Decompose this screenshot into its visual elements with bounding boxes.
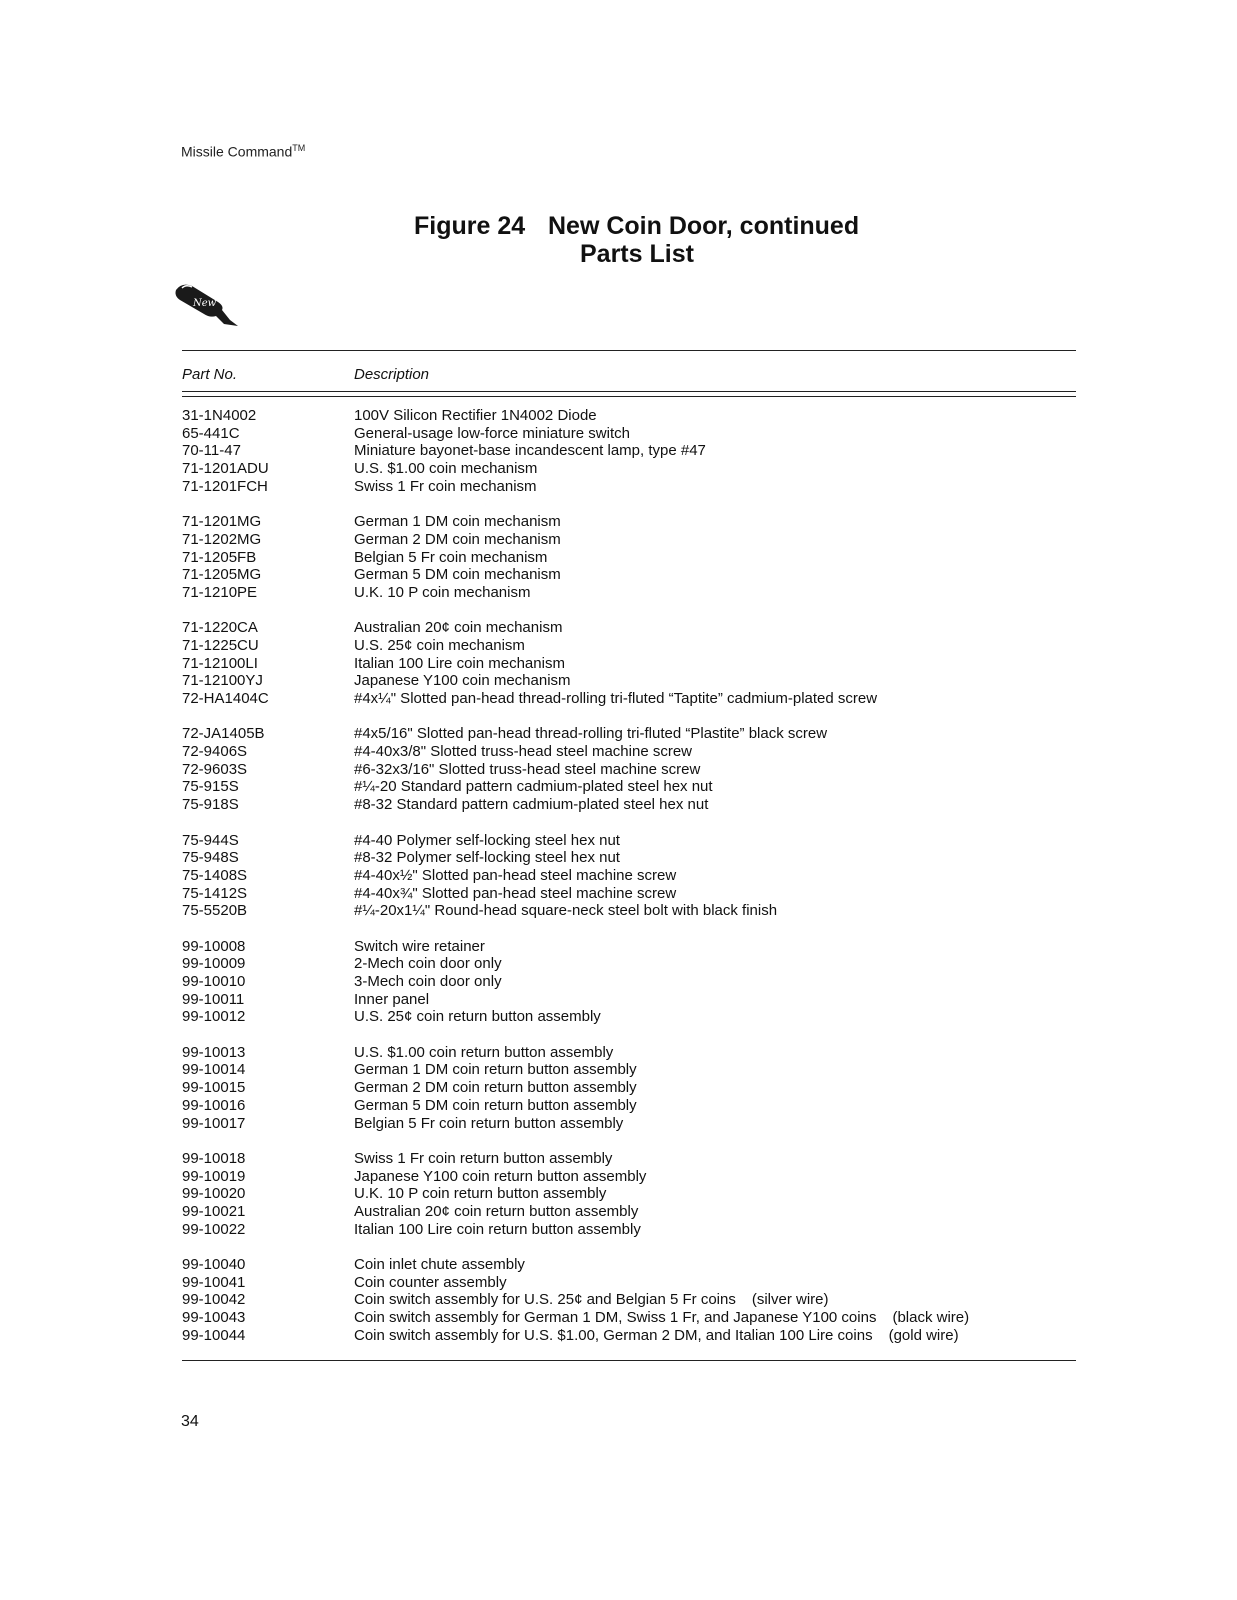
table-row	[182, 902, 1076, 920]
part-number: 99-10008	[182, 937, 246, 955]
table-row	[182, 1274, 1076, 1292]
table-row	[182, 1168, 1076, 1186]
part-number: 75-1408S	[182, 866, 248, 884]
part-description-text: Japanese Y100 coin mechanism	[354, 672, 571, 690]
part-number: 99-10018	[182, 1149, 246, 1167]
part-description-text: #4-40x3/8" Slotted truss-head steel machine screw	[354, 743, 692, 761]
part-number: 99-10043	[182, 1309, 246, 1327]
part-description	[354, 778, 1076, 796]
part-description	[354, 1168, 1076, 1186]
part-description	[354, 478, 1076, 496]
table-row	[182, 1097, 1076, 1115]
part-number: 71-1220CA	[182, 619, 258, 637]
part-description	[354, 531, 1076, 549]
part-description	[354, 796, 1076, 814]
part-description-text: #¼-20x1¼" Round-head square-neck steel bolt with black finish	[354, 902, 778, 920]
table-row	[182, 549, 1076, 567]
header-rule-upper	[182, 391, 1076, 392]
part-number: 99-10014	[182, 1061, 246, 1079]
part-description-text: #4x¼" Slotted pan-head thread-rolling tri-fluted “Taptite” cadmium-plated screw	[354, 690, 878, 707]
part-description-text: #¼-20 Standard pattern cadmium-plated steel hex nut	[354, 778, 713, 796]
part-number: 71-1202MG	[182, 530, 262, 548]
part-description	[354, 637, 1076, 655]
part-description	[354, 849, 1076, 867]
table-row	[182, 955, 1076, 973]
part-description-text: Japanese Y100 coin return button assembly	[354, 1167, 647, 1185]
part-description-text: Switch wire retainer	[354, 937, 485, 955]
table-row	[182, 743, 1076, 761]
part-description-text: 3-Mech coin door only	[354, 973, 502, 990]
part-description-text: 100V Silicon Rectifier 1N4002 Diode	[354, 407, 597, 424]
part-description	[354, 425, 1076, 443]
part-description-text: Swiss 1 Fr coin mechanism	[354, 477, 537, 495]
part-description-text: Inner panel	[354, 990, 430, 1008]
wire-color-note: (gold wire)	[888, 1326, 959, 1344]
part-description-text: German 1 DM coin mechanism	[354, 513, 561, 531]
part-number: 99-10041	[182, 1273, 246, 1291]
table-row	[182, 672, 1076, 690]
table-row	[182, 867, 1076, 885]
part-description	[354, 549, 1076, 567]
part-description	[354, 407, 1076, 425]
table-row	[182, 1327, 1076, 1345]
part-description	[354, 1256, 1076, 1274]
part-number: 65-441C	[182, 424, 240, 442]
part-number: 72-9406S	[182, 743, 248, 761]
header-rule-lower	[182, 396, 1076, 397]
table-row	[182, 991, 1076, 1009]
part-description	[354, 566, 1076, 584]
part-description-text: Swiss 1 Fr coin return button assembly	[354, 1149, 613, 1167]
part-description	[354, 1309, 1076, 1327]
part-number: 99-10020	[182, 1185, 246, 1203]
part-number: 99-10011	[182, 990, 245, 1008]
part-number: 75-5520B	[182, 902, 248, 920]
table-row	[182, 1008, 1076, 1026]
table-row	[182, 1291, 1076, 1309]
part-number: 71-1210PE	[182, 583, 258, 601]
badge-label: New	[193, 298, 217, 309]
part-number: 70-11-47	[182, 442, 241, 460]
page-number: 34	[181, 1413, 199, 1430]
column-header-part-no: Part No.	[182, 366, 238, 383]
figure-subtitle: Parts List	[580, 240, 694, 268]
part-description-text: #6-32x3/16" Slotted truss-head steel machine screw	[354, 760, 701, 778]
part-number: 99-10013	[182, 1043, 246, 1061]
table-row	[182, 531, 1076, 549]
part-description	[354, 460, 1076, 478]
part-description-text: German 2 DM coin mechanism	[354, 530, 561, 548]
new-badge-icon	[172, 280, 240, 328]
table-row	[182, 1221, 1076, 1239]
part-number: 71-1201FCH	[182, 477, 268, 495]
figure-title	[414, 212, 859, 240]
part-number: 71-1201MG	[182, 513, 262, 531]
part-description-text: #4x5/16" Slotted pan-head thread-rolling tri-fluted “Plastite” black screw	[354, 725, 828, 743]
table-row	[182, 778, 1076, 796]
table-row	[182, 796, 1076, 814]
table-row	[182, 1309, 1076, 1327]
wire-color-note: (black wire)	[892, 1309, 970, 1327]
table-row	[182, 1061, 1076, 1079]
part-description-text: U.S. $1.00 coin mechanism	[354, 460, 538, 478]
part-number: 31-1N4002	[182, 407, 257, 424]
part-number: 75-944S	[182, 831, 239, 849]
part-description	[354, 1185, 1076, 1203]
part-description-text: Belgian 5 Fr coin return button assembly	[354, 1114, 624, 1132]
table-row	[182, 1079, 1076, 1097]
table-row	[182, 566, 1076, 584]
part-description	[354, 902, 1076, 920]
part-description-text: #4-40x½" Slotted pan-head steel machine screw	[354, 866, 677, 884]
column-header-description: Description	[354, 366, 430, 383]
part-description	[354, 690, 1076, 708]
part-description-text: Italian 100 Lire coin mechanism	[354, 654, 565, 672]
part-description-text: German 5 DM coin return button assembly	[354, 1096, 637, 1114]
wire-color-note: (silver wire)	[751, 1291, 829, 1309]
part-number: 75-1412S	[182, 884, 248, 902]
part-description-text: 2-Mech coin door only	[354, 955, 502, 973]
part-number: 71-1201ADU	[182, 460, 269, 478]
document-title: Missile Command	[181, 143, 293, 160]
part-description	[354, 885, 1076, 903]
part-description	[354, 1115, 1076, 1133]
table-row	[182, 442, 1076, 460]
part-description	[354, 1044, 1076, 1062]
table-row	[182, 1150, 1076, 1168]
part-description-text: German 5 DM coin mechanism	[354, 566, 561, 584]
part-number: 99-10044	[182, 1326, 246, 1344]
table-row	[182, 1256, 1076, 1274]
table-top-rule	[182, 350, 1076, 351]
table-row	[182, 973, 1076, 991]
trademark-mark: TM	[292, 143, 306, 153]
part-description-text: Belgian 5 Fr coin mechanism	[354, 548, 548, 566]
part-description-text: U.S. 25¢ coin return button assembly	[354, 1008, 601, 1026]
table-row	[182, 725, 1076, 743]
part-number: 99-10022	[182, 1220, 246, 1238]
part-description-text: Coin counter assembly	[354, 1273, 507, 1291]
part-description	[354, 1061, 1076, 1079]
table-row	[182, 938, 1076, 956]
part-description	[354, 1097, 1076, 1115]
part-number: 71-1205FB	[182, 548, 257, 566]
table-row	[182, 849, 1076, 867]
table-row	[182, 478, 1076, 496]
table-row	[182, 1044, 1076, 1062]
part-description-text: U.S. $1.00 coin return button assembly	[354, 1043, 614, 1061]
part-description-text: #4-40x¾" Slotted pan-head steel machine screw	[354, 884, 677, 902]
table-row	[182, 584, 1076, 602]
table-row	[182, 1185, 1076, 1203]
part-number: 71-12100YJ	[182, 672, 263, 690]
part-number: 99-10015	[182, 1079, 246, 1097]
part-description-text: U.K. 10 P coin mechanism	[354, 583, 531, 601]
part-description	[354, 1150, 1076, 1168]
part-description	[354, 655, 1076, 673]
part-description-text: #8-32 Polymer self-locking steel hex nut	[354, 849, 620, 867]
part-description	[354, 867, 1076, 885]
table-bottom-rule	[182, 1360, 1076, 1361]
part-description	[354, 1221, 1076, 1239]
part-description	[354, 832, 1076, 850]
part-number: 99-10040	[182, 1256, 246, 1273]
part-number: 71-1205MG	[182, 566, 262, 584]
part-number: 71-1225CU	[182, 636, 259, 654]
part-number: 99-10019	[182, 1167, 246, 1185]
part-number: 72-HA1404C	[182, 690, 269, 707]
table-row	[182, 460, 1076, 478]
part-number: 99-10010	[182, 973, 246, 990]
part-number: 99-10042	[182, 1291, 246, 1309]
part-description-text: German 1 DM coin return button assembly	[354, 1061, 637, 1079]
part-description-text: U.S. 25¢ coin mechanism	[354, 636, 525, 654]
table-row	[182, 761, 1076, 779]
part-description	[354, 1291, 1076, 1309]
figure-number: Figure 24	[414, 212, 526, 240]
part-description-text: Australian 20¢ coin return button assembly	[354, 1202, 639, 1220]
table-row	[182, 619, 1076, 637]
part-description	[354, 672, 1076, 690]
part-number: 71-12100LI	[182, 654, 258, 672]
part-description	[354, 973, 1076, 991]
table-row	[182, 407, 1076, 425]
figure-name: New Coin Door, continued	[548, 212, 860, 240]
part-description	[354, 1274, 1076, 1292]
table-row	[182, 690, 1076, 708]
table-row	[182, 1203, 1076, 1221]
part-description-text: #8-32 Standard pattern cadmium-plated steel hex nut	[354, 796, 709, 814]
part-description-text: General-usage low-force miniature switch	[354, 424, 630, 442]
part-number: 75-915S	[182, 778, 239, 796]
part-number: 99-10017	[182, 1114, 246, 1132]
part-description	[354, 743, 1076, 761]
table-row	[182, 1115, 1076, 1133]
part-description	[354, 1008, 1076, 1026]
table-row	[182, 513, 1076, 531]
part-number: 75-948S	[182, 849, 239, 867]
part-description	[354, 1203, 1076, 1221]
table-row	[182, 655, 1076, 673]
part-description	[354, 513, 1076, 531]
part-description	[354, 955, 1076, 973]
part-description-text: U.K. 10 P coin return button assembly	[354, 1185, 607, 1203]
part-description	[354, 761, 1076, 779]
parts-list	[182, 407, 1076, 1344]
table-row	[182, 425, 1076, 443]
part-number: 72-9603S	[182, 760, 248, 778]
part-description	[354, 619, 1076, 637]
document-header	[181, 143, 305, 160]
part-number: 99-10016	[182, 1096, 246, 1114]
part-description	[354, 442, 1076, 460]
table-row	[182, 637, 1076, 655]
part-description	[354, 991, 1076, 1009]
part-number: 72-JA1405B	[182, 725, 265, 743]
part-description-text: Australian 20¢ coin mechanism	[354, 619, 563, 637]
part-description-text: Coin switch assembly for German 1 DM, Swiss 1 Fr, and Japanese Y100 coins	[354, 1309, 877, 1327]
part-description	[354, 1327, 1076, 1345]
part-description-text: Coin inlet chute assembly	[354, 1256, 525, 1273]
part-description	[354, 1079, 1076, 1097]
table-row	[182, 832, 1076, 850]
part-description-text: Coin switch assembly for U.S. $1.00, German 2 DM, and Italian 100 Lire coins	[354, 1326, 873, 1344]
part-number: 99-10009	[182, 955, 246, 973]
table-row	[182, 885, 1076, 903]
part-number: 99-10021	[182, 1202, 246, 1220]
part-description-text: Coin switch assembly for U.S. 25¢ and Belgian 5 Fr coins	[354, 1291, 736, 1309]
part-description	[354, 584, 1076, 602]
part-description	[354, 938, 1076, 956]
part-description-text: Miniature bayonet-base incandescent lamp, type #47	[354, 442, 706, 460]
part-number: 99-10012	[182, 1008, 246, 1026]
part-description	[354, 725, 1076, 743]
part-description-text: German 2 DM coin return button assembly	[354, 1079, 637, 1097]
part-description-text: Italian 100 Lire coin return button assembly	[354, 1220, 641, 1238]
part-description-text: #4-40 Polymer self-locking steel hex nut	[354, 831, 620, 849]
part-number: 75-918S	[182, 796, 239, 814]
